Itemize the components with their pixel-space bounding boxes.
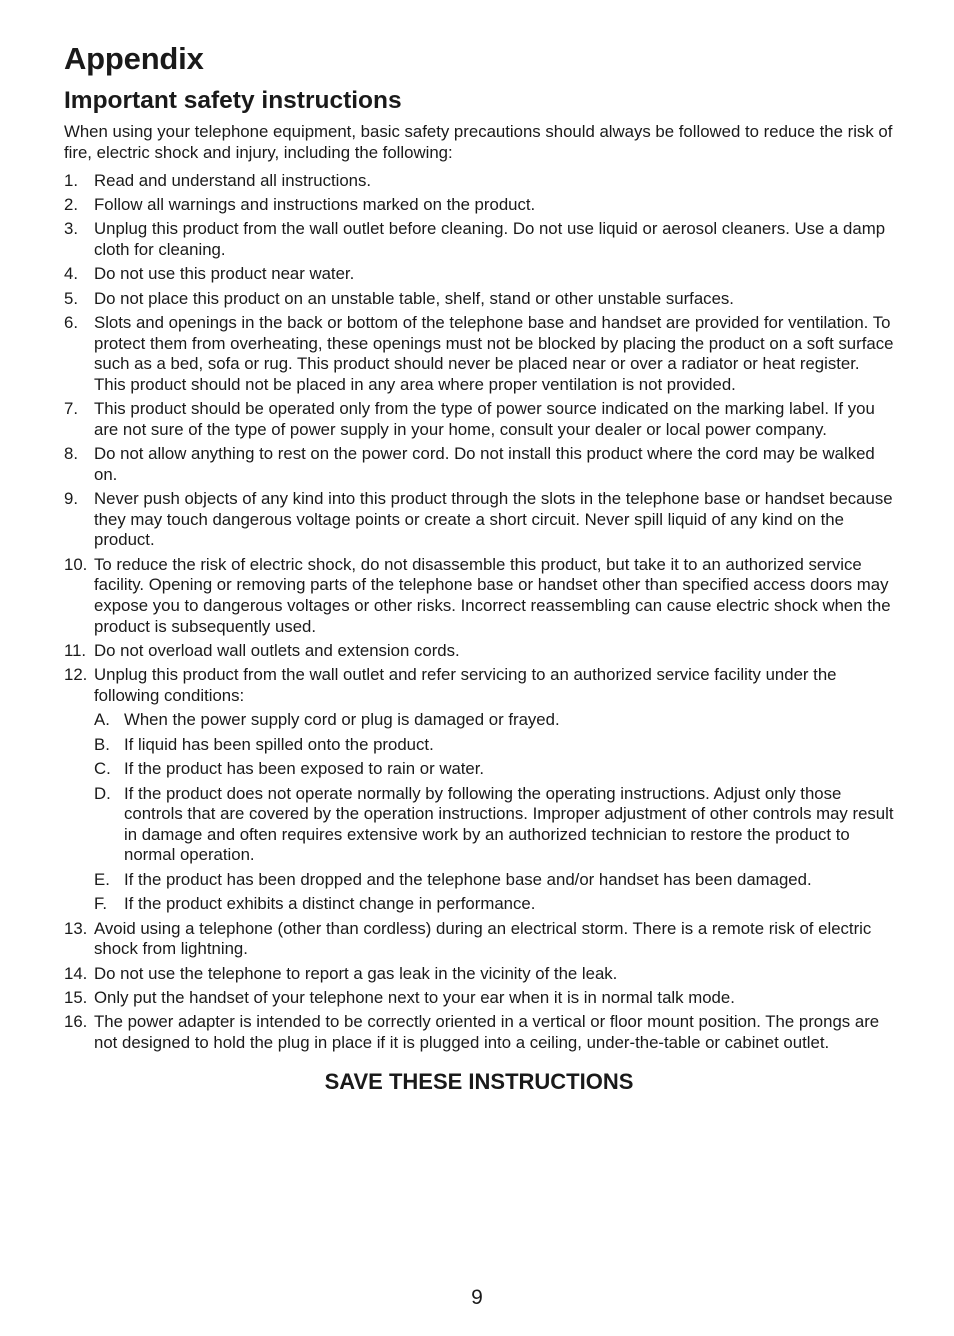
sublist-item bbox=[94, 759, 894, 780]
item-number: 3. bbox=[64, 219, 78, 239]
subitem-text: If the product has been exposed to rain or water. bbox=[124, 759, 485, 779]
item-text: Slots and openings in the back or bottom of the telephone base and handset are provided for ventilation. To protect them from overheating, these openings must not be blocked by placing the product on a soft surface such as a bed, sofa or rug. This product should never be placed near or over a radiator or heat register. This product should not be placed in any area where proper ventilation is not provided. bbox=[94, 313, 894, 394]
subitem-letter: E. bbox=[94, 869, 110, 889]
page-title: Appendix bbox=[64, 41, 204, 76]
instructions-list bbox=[64, 171, 894, 1054]
item-number: 16. bbox=[64, 1012, 88, 1032]
item-number: 11. bbox=[64, 641, 87, 661]
list-item bbox=[64, 489, 894, 551]
sublist-item bbox=[94, 784, 894, 866]
item-text: Do not use the telephone to report a gas leak in the vicinity of the leak. bbox=[94, 963, 618, 983]
list-item bbox=[64, 444, 894, 485]
sublist-item bbox=[94, 894, 894, 915]
subitem-letter: F. bbox=[94, 894, 108, 914]
list-item bbox=[64, 641, 894, 662]
list-item bbox=[64, 1012, 894, 1053]
list-item bbox=[64, 171, 894, 192]
item-number: 6. bbox=[64, 313, 78, 333]
item-text: The power adapter is intended to be correctly oriented in a vertical or floor mount position. The prongs are not designed to hold the plug in place if it is plugged into a ceiling, under-the-table or cabinet outlet. bbox=[94, 1012, 880, 1052]
list-item bbox=[64, 919, 894, 960]
subitem-text: If the product has been dropped and the telephone base and/or handset has been damaged. bbox=[124, 869, 812, 889]
save-instructions-heading: SAVE THESE INSTRUCTIONS bbox=[324, 1069, 634, 1095]
item-text: Do not allow anything to rest on the power cord. Do not install this product where the cord may be walked on. bbox=[94, 444, 875, 484]
item-number: 5. bbox=[64, 288, 78, 308]
item-number: 2. bbox=[64, 194, 78, 214]
subitem-text: If the product exhibits a distinct change in performance. bbox=[124, 894, 536, 914]
list-item bbox=[64, 665, 894, 914]
item-number: 7. bbox=[64, 399, 78, 419]
item-text: Do not use this product near water. bbox=[94, 264, 355, 284]
item-text: Follow all warnings and instructions marked on the product. bbox=[94, 194, 536, 214]
subitem-letter: A. bbox=[94, 710, 110, 730]
item-text: Avoid using a telephone (other than cordless) during an electrical storm. There is a remote risk of electric shock from lightning. bbox=[94, 918, 872, 959]
item-number: 12. bbox=[64, 665, 88, 685]
list-item bbox=[64, 964, 894, 985]
item-text: Do not place this product on an unstable table, shelf, stand or other unstable surfaces. bbox=[94, 288, 734, 308]
item-number: 8. bbox=[64, 444, 78, 464]
sublist-item bbox=[94, 870, 894, 891]
item-number: 4. bbox=[64, 264, 78, 284]
item-number: 10. bbox=[64, 554, 88, 574]
item-text: Read and understand all instructions. bbox=[94, 170, 372, 190]
list-item bbox=[64, 399, 894, 440]
list-item bbox=[64, 313, 894, 395]
item-text: Never push objects of any kind into this product through the slots in the telephone base or handset because they may touch dangerous voltage points or create a short circuit. Never spill liquid of any kind on the product. bbox=[94, 489, 893, 550]
subitem-text: If liquid has been spilled onto the product. bbox=[124, 734, 434, 754]
conditions-sublist bbox=[94, 710, 894, 914]
item-text: Unplug this product from the wall outlet before cleaning. Do not use liquid or aerosol cleaners. Use a damp cloth for cleaning. bbox=[94, 219, 886, 259]
list-item bbox=[64, 289, 894, 310]
item-number: 1. bbox=[64, 170, 78, 190]
subitem-letter: C. bbox=[94, 759, 111, 779]
item-number: 9. bbox=[64, 489, 78, 509]
item-text: Unplug this product from the wall outlet and refer servicing to an authorized service facility under the following conditions: bbox=[94, 665, 837, 706]
item-number: 13. bbox=[64, 918, 88, 938]
intro-paragraph: When using your telephone equipment, basic safety precautions should always be followed to reduce the risk of fire, electric shock and injury, including the following: bbox=[64, 122, 893, 162]
item-text: Only put the handset of your telephone next to your ear when it is in normal talk mode. bbox=[94, 987, 735, 1007]
item-number: 14. bbox=[64, 963, 88, 983]
list-item bbox=[64, 264, 894, 285]
item-number: 15. bbox=[64, 987, 88, 1007]
subitem-letter: D. bbox=[94, 783, 111, 803]
item-text: To reduce the risk of electric shock, do not disassemble this product, but take it to an authorized service facility. Opening or removing parts of the telephone base or handset other than specified access doors may expose you to dangerous voltages or other risks. Incorrect reassembling can cause electric shock when the product is subsequently used. bbox=[94, 554, 891, 636]
list-item bbox=[64, 195, 894, 216]
list-item bbox=[64, 555, 894, 637]
list-item bbox=[64, 988, 894, 1009]
item-text: Do not overload wall outlets and extension cords. bbox=[94, 641, 460, 661]
page-content bbox=[64, 38, 894, 1096]
sublist-item bbox=[94, 735, 894, 756]
section-heading: Important safety instructions bbox=[64, 87, 402, 114]
sublist-item bbox=[94, 710, 894, 731]
subitem-text: If the product does not operate normally by following the operating instructions. Adjust only those controls that are covered by the operation instructions. Improper adjustment of other controls may result in damage and often requires extensive work by an authorized technician to restore the product to normal operation. bbox=[124, 783, 894, 865]
subitem-text: When the power supply cord or plug is damaged or frayed. bbox=[124, 710, 560, 730]
item-text: This product should be operated only from the type of power source indicated on the marking label. If you are not sure of the type of power supply in your home, consult your dealer or local power company. bbox=[94, 399, 875, 439]
page-number: 9 bbox=[471, 1286, 483, 1309]
subitem-letter: B. bbox=[94, 734, 110, 754]
list-item bbox=[64, 219, 894, 260]
